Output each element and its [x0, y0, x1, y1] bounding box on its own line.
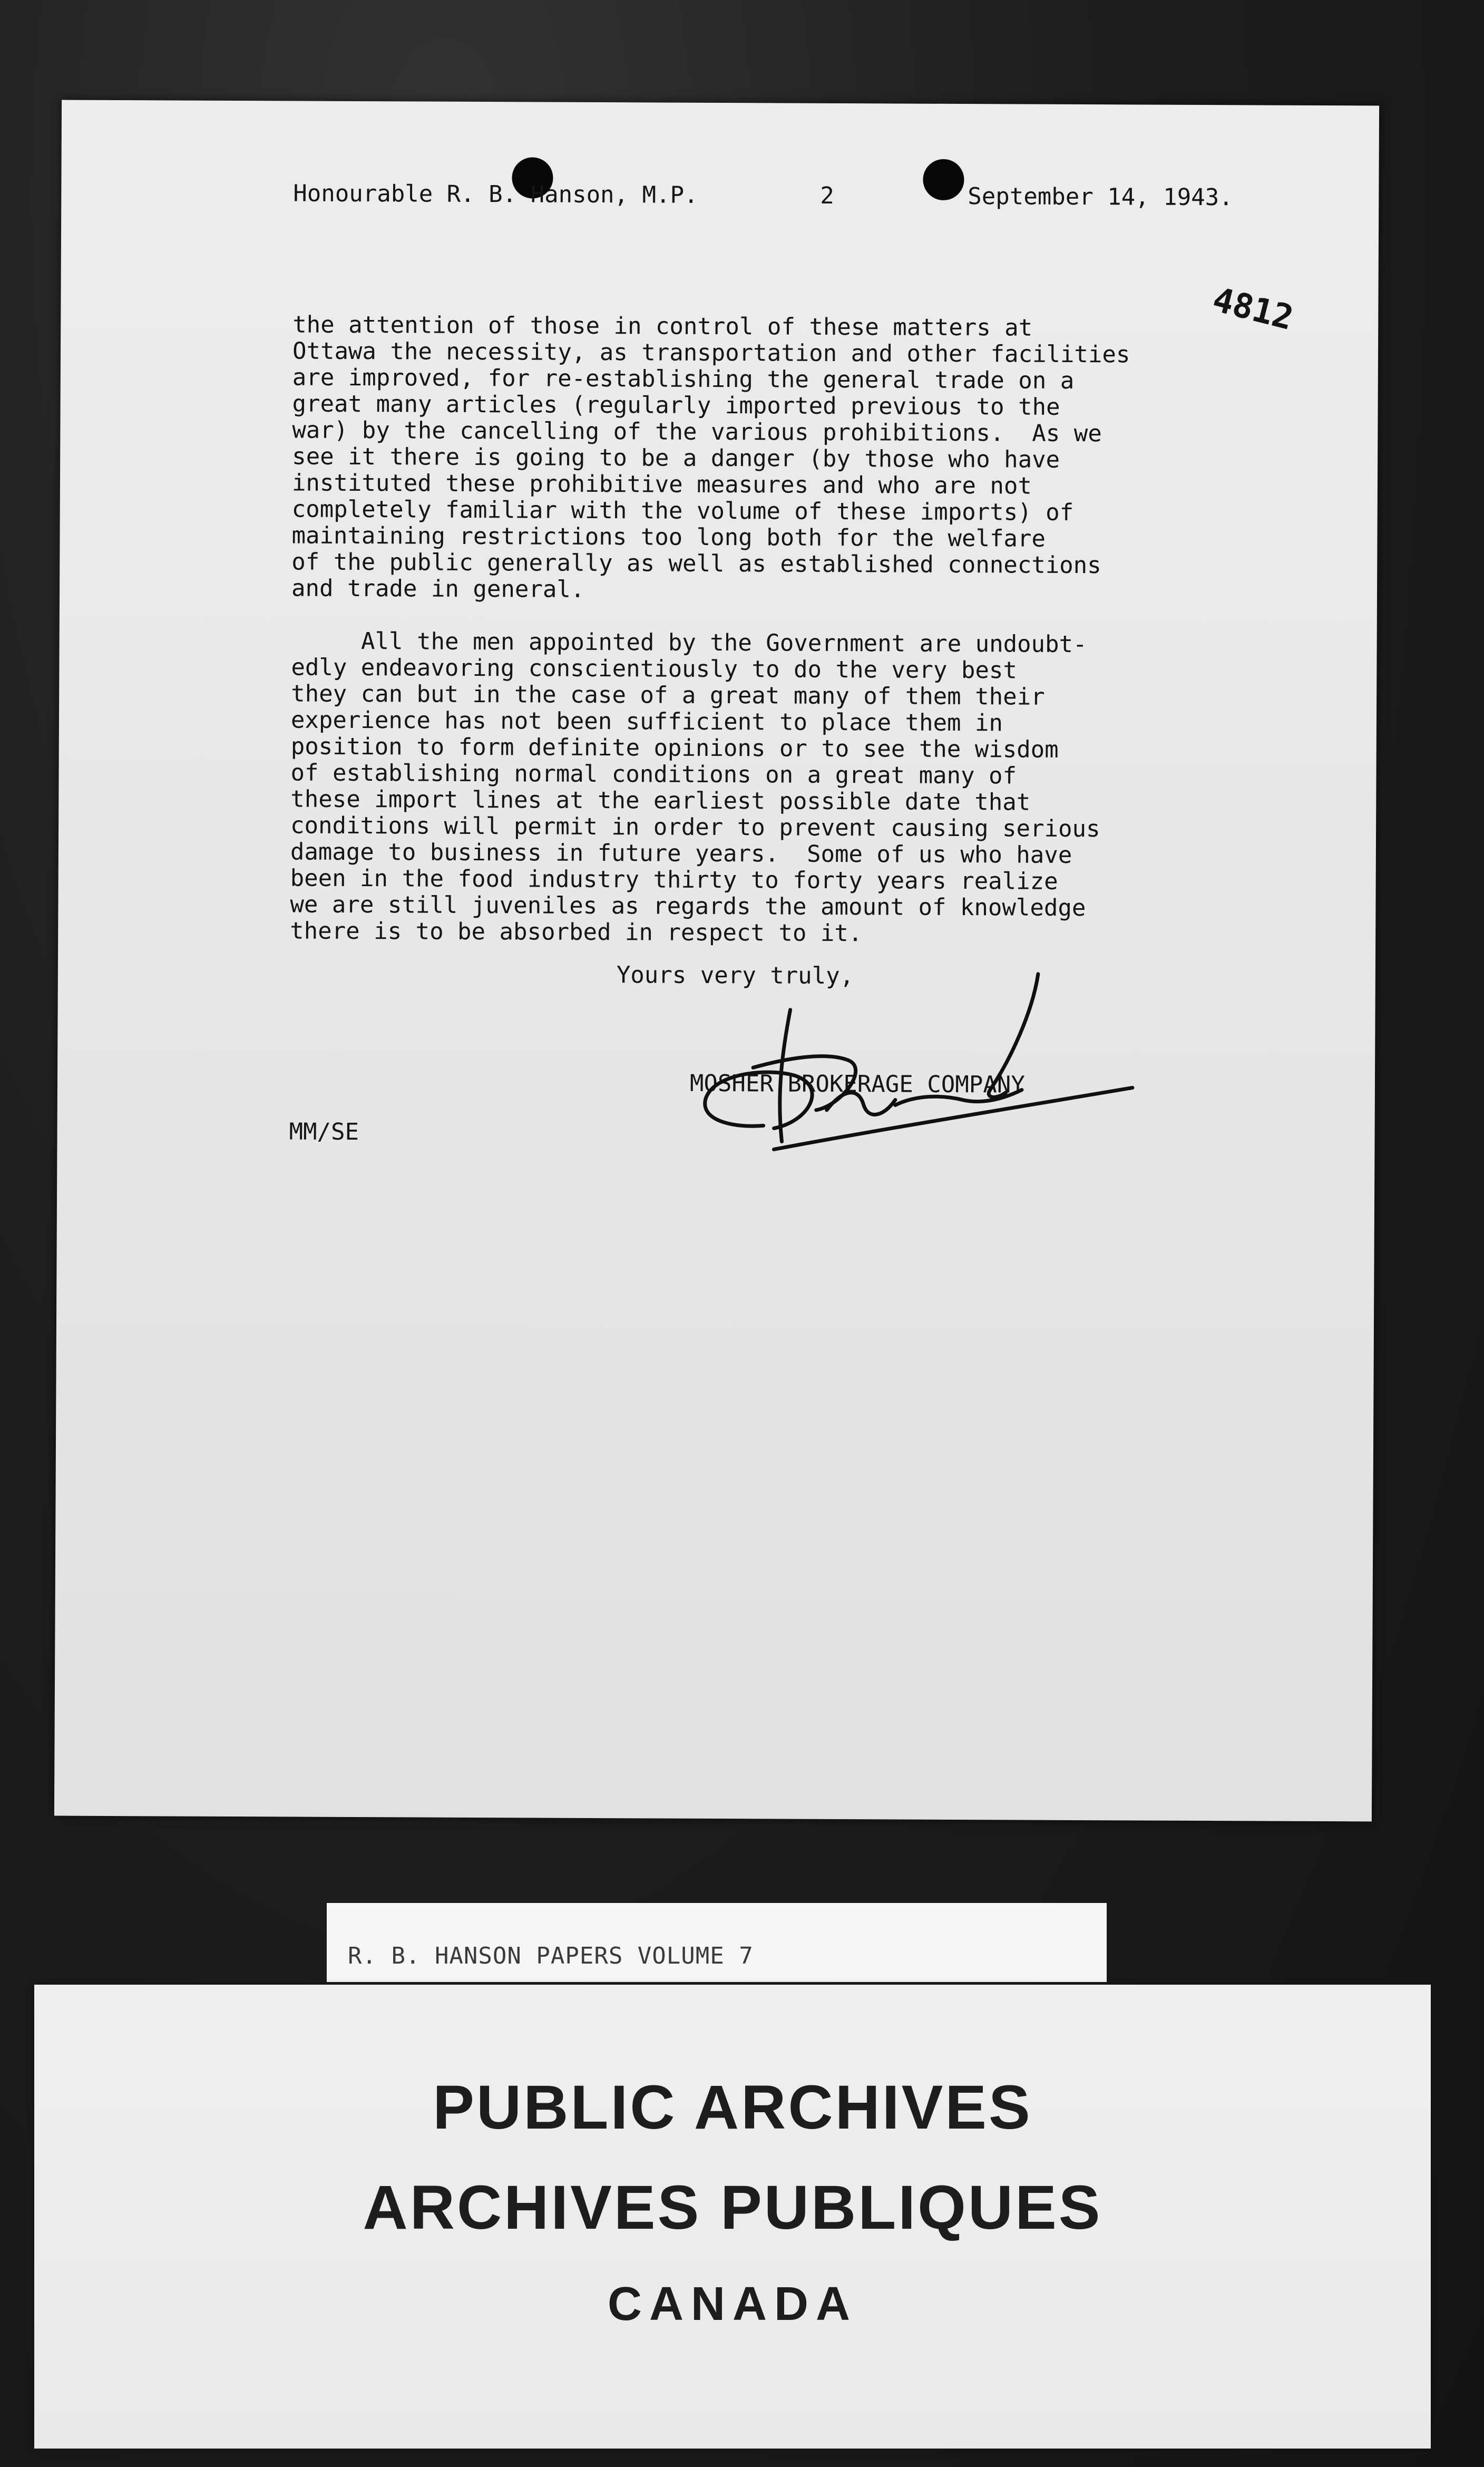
letter-header — [293, 180, 1294, 216]
archives-line-english: PUBLIC ARCHIVES — [433, 2073, 1032, 2142]
archives-line-french: ARCHIVES PUBLIQUES — [363, 2173, 1102, 2242]
letter-page — [54, 100, 1379, 1822]
archives-card — [34, 1985, 1431, 2449]
letter-body — [290, 312, 1130, 948]
handwritten-signature — [668, 967, 1154, 1175]
archives-line-country: CANADA — [608, 2278, 857, 2330]
paragraph-1: the attention of those in control of these matters at Ottawa the necessity, as transportation and other facilities are improved, for re-establishing the general trade on a great many articles (regularly imported previous to the war) by the cancelling of the various prohibitions. As we see it there is going to be a danger (by those who have instituted these prohibitive measures and who are not completely familiar with the volume of these imports) of maintaining restrictions too long both for the welfare of the public generally as well as established connections and trade in general. — [291, 311, 1130, 603]
collection-label-slip — [327, 1903, 1107, 1982]
company-name: MOSHER BROKERAGE COMPANY — [689, 1070, 1025, 1099]
header-recipient: Honourable R. B. Hanson, M.P. — [293, 180, 698, 209]
header-date: September 14, 1943. — [968, 183, 1233, 211]
document-number-stamp: 4812 — [1208, 280, 1297, 338]
header-page-number: 2 — [820, 182, 834, 209]
paragraph-2: All the men appointed by the Government are undoubt- edly endeavoring conscientiously to do the very best they can but in the case of a great many of them their experience has not been sufficient to place them in position to form definite opinions or to see the wisdom of establishing normal conditions on a great many of these import lines at the earliest possible date that conditions will permit in order to prevent causing serious damage to business in future years. Some of us who have been in the food industry thirty to forty years realize we are still juveniles as regards the amount of knowledge there is to be absorbed in respect to it. — [290, 627, 1100, 947]
collection-label-text: R. B. HANSON PAPERS VOLUME 7 — [348, 1942, 754, 1969]
closing-salutation: Yours very truly, — [616, 961, 854, 990]
typist-initials: MM/SE — [289, 1118, 359, 1146]
